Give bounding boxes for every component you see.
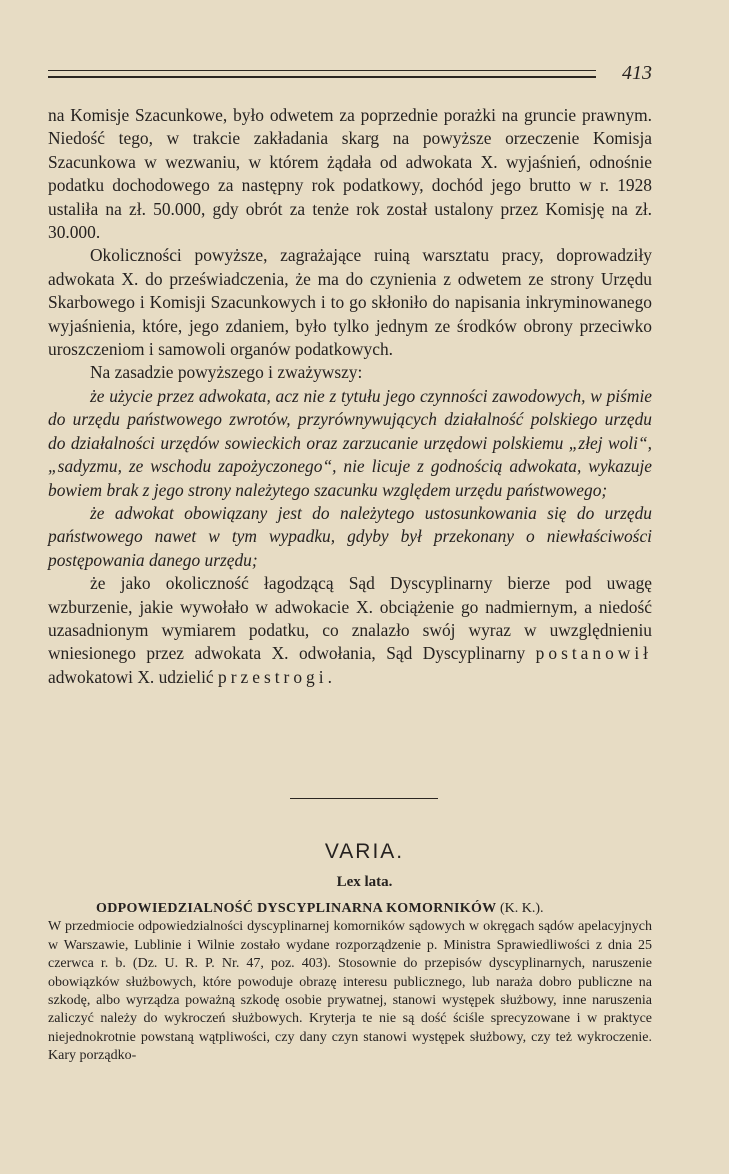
paragraph-5: że adwokat obowiązany jest do należytego ustosunkowania się do urzędu państwowego nawet w tym wypadku, gdyby był przekonany o niewłaściwości postępowania danego urzędu;: [48, 502, 652, 570]
paragraph-3: Na zasadzie powyższego i zważywszy:: [90, 362, 363, 383]
paragraph-6-end: .: [327, 666, 332, 687]
article-title-suffix: (K. K.).: [499, 901, 544, 916]
page-number: 413: [622, 62, 652, 84]
article-title: ODPOWIEDZIALNOŚĆ DYSCYPLINARNA KOMORNIKÓW: [96, 901, 497, 916]
body-text: [48, 104, 652, 689]
paragraph-4: że użycie przez adwokata, acz nie z tytułu jego czynności zawodowych, w piśmie do urzędu państwowego zwrotów, przyrównywujących działalność polskiego urzędu do działalności urzędów sowieckich oraz zarzucanie urzędowi polskiemu „złej woli“, „sadyzmu, ze wschodu zapożyczonego“, nie licuje z godnością adwokata, wykazuje bowiem brak z jego strony należytego szacunku względem urzędu państwowego;: [48, 385, 652, 500]
paragraph-6: [48, 572, 652, 689]
paragraph-6-mid: adwokatowi X. udzielić: [48, 666, 214, 687]
paragraph-1: na Komisje Szacunkowe, było odwetem za poprzednie porażki na gruncie prawnym. Niedość tego, w trakcie zakładania skarg na powyższe orzeczenie Komisja Szacunkowa w wezwaniu, w którem żądała od adwokata X. wyjaśnień, odnośnie podatku dochodowego za następny rok podatkowy, dochód jego brutto w r. 1928 ustaliła na zł. 50.000, gdy obrót za tenże rok został ustalony przez Komisję na zł. 30.000.: [48, 105, 652, 243]
article-text: W przedmiocie odpowiedzialności dyscyplinarnej komorników sądowych w okręgach sądów apelacyjnych w Warszawie, Lublinie i Wilnie zostało wydane rozporządzenie p. Ministra Sprawiedliwości z dnia 25 czerwca r. b. (Dz. U. R. P. Nr. 47, poz. 403). Stosownie do przepisów dyscyplinarnych, naruszenie obowiązków służbowych, które powoduje obrazę interesu publicznego, lub naraża dobro publiczne na szkodę, albo wyrządza poważną szkodę osobie prywatnej, stanowi występek służbowy, inne naruszenia zaliczyć należy do wykroczeń służbowych. Kryterja te nie są dość ściśle sprecyzowane i w praktyce niejednokrotnie powstaną wątpliwości, czy dany czyn stanowi występek służbowy, czy też wykroczenie. Kary porządko-: [48, 919, 652, 1064]
section-divider: [290, 798, 438, 799]
header-rule: [48, 70, 596, 78]
page-header: [48, 62, 652, 90]
paragraph-6-text: że jako okoliczność łagodzącą Sąd Dyscyplinarny bierze pod uwagę wzburzenie, jakie wywołało w adwokacie X. obciążenie go nadmiernym, a niedość uzasadnionym wymiarem podatku, co znalazło swój wyraz w uwzględnieniu wniesionego przez adwokata X. odwołania, Sąd Dyscyplinarny: [48, 573, 652, 664]
varia-article: [48, 900, 652, 1066]
spaced-word-przestrogi: przestrogi: [218, 666, 328, 687]
section-subheading: Lex lata.: [336, 874, 393, 890]
section-heading: VARIA.: [324, 840, 405, 863]
spaced-word-postanowil: postanowił: [535, 643, 652, 664]
paragraph-2: Okoliczności powyższe, zagrażające ruiną warsztatu pracy, doprowadziły adwokata X. do przeświadczenia, że ma do czynienia z odwetem ze strony Urzędu Skarbowego i Komisji Szacunkowych i to go skłoniło do napisania inkryminowanego wyjaśnienia, które, jego zdaniem, było tylko jednym ze środków obrony przeciwko uroszczeniom i samowoli organów podatkowych.: [48, 245, 652, 360]
article-title-line: [48, 900, 652, 918]
